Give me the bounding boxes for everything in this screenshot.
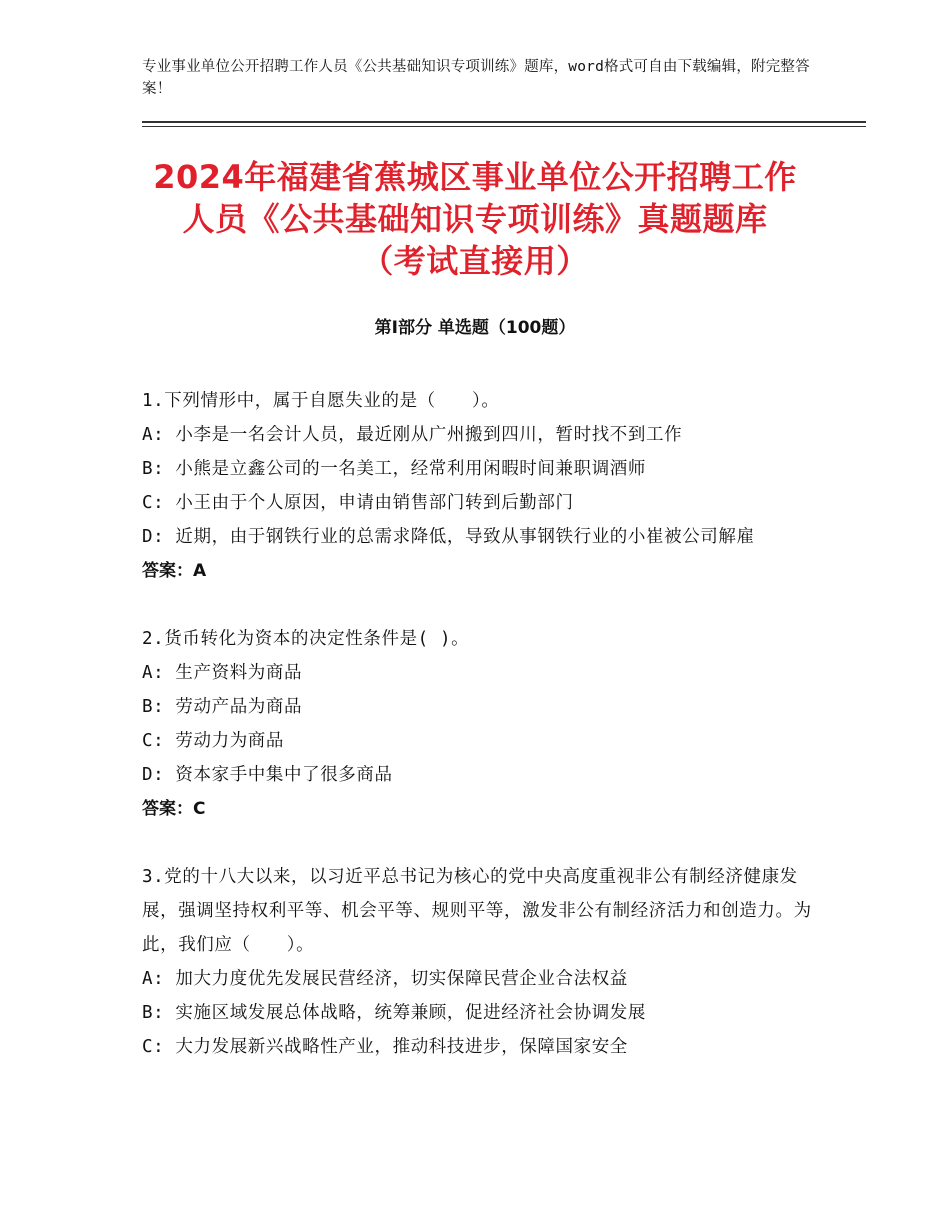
question-list: [142, 384, 814, 1098]
option-b: B: 劳动产品为商品: [142, 697, 303, 717]
answer: 答案：A: [142, 561, 207, 581]
question-stem: 2.货币转化为资本的决定性条件是( )。: [142, 629, 470, 649]
answer: 答案：C: [142, 799, 206, 819]
option-c: C: 劳动力为商品: [142, 731, 285, 751]
question-3: [142, 860, 814, 1064]
option-a: A: 生产资料为商品: [142, 663, 303, 683]
option-b: B: 实施区域发展总体战略，统筹兼顾，促进经济社会协调发展: [142, 1003, 647, 1023]
option-b: B: 小熊是立鑫公司的一名美工，经常利用闲暇时间兼职调酒师: [142, 459, 647, 479]
question-stem: 3.党的十八大以来，以习近平总书记为核心的党中央高度重视非公有制经济健康发展，强调坚持权利平等、机会平等、规则平等，激发非公有制经济活力和创造力。为此，我们应（ ）。: [142, 867, 812, 955]
option-c: C: 大力发展新兴战略性产业，推动科技进步，保障国家安全: [142, 1037, 628, 1057]
title-line-2: 人员《公共基础知识专项训练》真题题库: [182, 200, 768, 238]
title-line-1: 2024年福建省蕉城区事业单位公开招聘工作: [153, 158, 797, 196]
header-rule-thin: [142, 126, 866, 127]
option-a: A: 加大力度优先发展民营经济，切实保障民营企业合法权益: [142, 969, 628, 989]
question-2: [142, 622, 814, 826]
header-rule-thick: [142, 121, 866, 123]
option-d: D: 近期，由于钢铁行业的总需求降低，导致从事钢铁行业的小崔被公司解雇: [142, 527, 755, 547]
section-title: 第Ⅰ部分 单选题（100题）: [374, 318, 576, 338]
option-d: D: 资本家手中集中了很多商品: [142, 765, 393, 785]
option-c: C: 小王由于个人原因，申请由销售部门转到后勤部门: [142, 493, 574, 513]
header-note: 专业事业单位公开招聘工作人员《公共基础知识专项训练》题库，word格式可自由下载编辑，附完整答案！: [142, 59, 810, 97]
question-1: [142, 384, 814, 588]
question-stem: 1.下列情形中，属于自愿失业的是（ ）。: [142, 391, 500, 411]
option-a: A: 小李是一名会计人员，最近刚从广州搬到四川，暂时找不到工作: [142, 425, 683, 445]
document-title: [120, 156, 830, 282]
title-line-3: （考试直接用）: [361, 242, 589, 280]
